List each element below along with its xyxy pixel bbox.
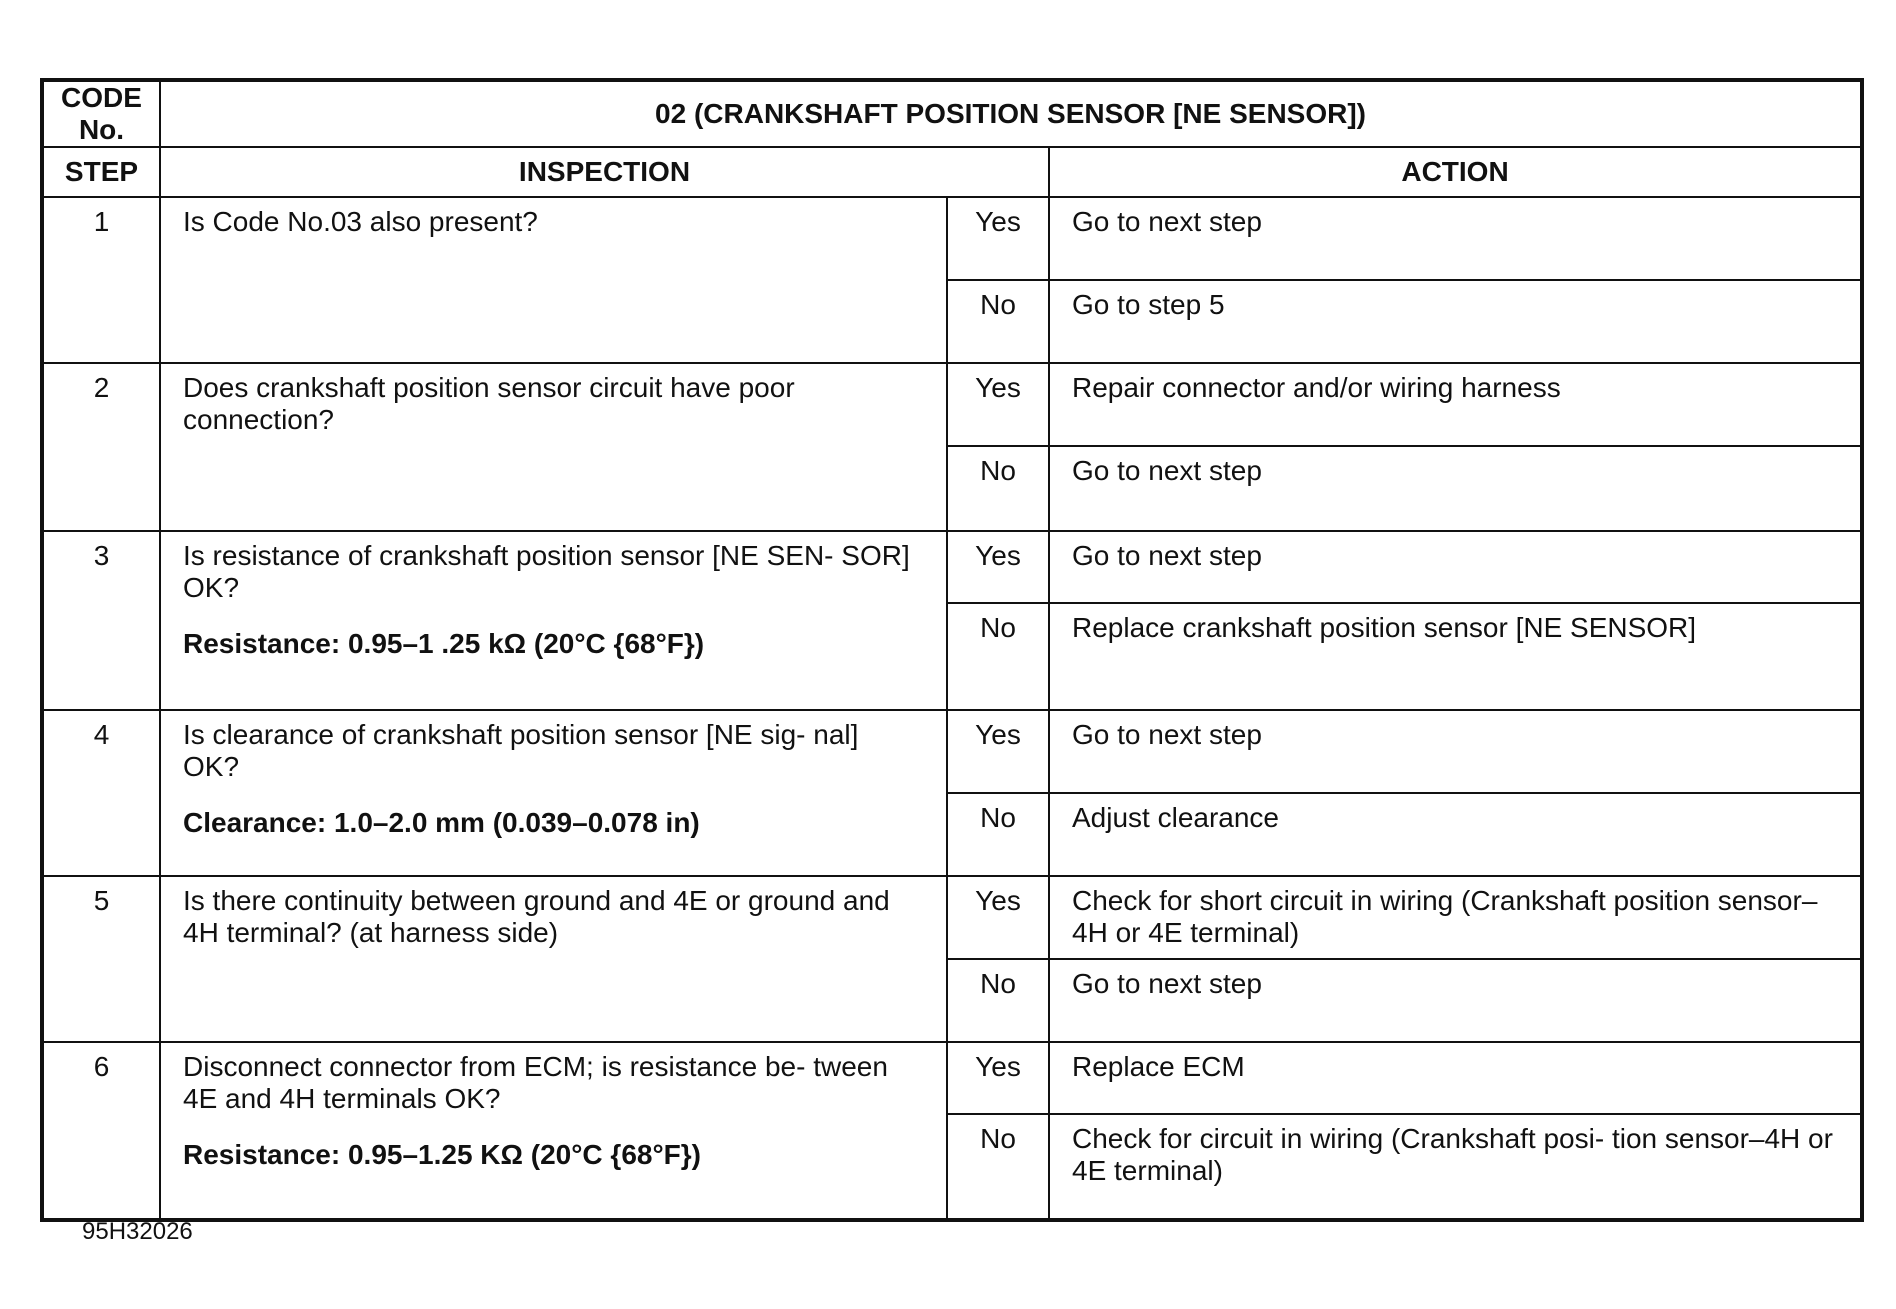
yes-label: Yes [947, 1042, 1049, 1114]
step-number: 6 [42, 1042, 160, 1220]
no-action: Adjust clearance [1049, 793, 1862, 876]
inspection-header: INSPECTION [160, 147, 1049, 197]
inspection-question: Is resistance of crankshaft position sensor [NE SEN- SOR] OK? [183, 540, 910, 603]
no-label: No [947, 280, 1049, 363]
no-action: Check for circuit in wiring (Crankshaft posi- tion sensor–4H or 4E terminal) [1049, 1114, 1862, 1220]
no-label: No [947, 446, 1049, 531]
inspection-spec: Resistance: 0.95–1 .25 kΩ (20°C {68°F}) [183, 628, 705, 659]
inspection-question: Is Code No.03 also present? [183, 206, 538, 237]
yes-action: Repair connector and/or wiring harness [1049, 363, 1862, 446]
inspection-spec: Resistance: 0.95–1.25 KΩ (20°C {68°F}) [183, 1139, 701, 1170]
inspection-cell [160, 876, 947, 1042]
figure-reference-code: 95H32026 [82, 1218, 193, 1245]
header-row [42, 147, 1862, 197]
inspection-spec: Clearance: 1.0–2.0 mm (0.039–0.078 in) [183, 807, 700, 838]
no-label: No [947, 793, 1049, 876]
step-row-yes [42, 531, 1862, 603]
yes-label: Yes [947, 876, 1049, 959]
yes-action: Replace ECM [1049, 1042, 1862, 1114]
step-row-yes [42, 197, 1862, 280]
inspection-question: Is there continuity between ground and 4E or ground and 4H terminal? (at harness side) [183, 885, 890, 948]
no-action: Go to step 5 [1049, 280, 1862, 363]
step-row-yes [42, 876, 1862, 959]
yes-action: Go to next step [1049, 531, 1862, 603]
step-number: 3 [42, 531, 160, 710]
yes-action: Check for short circuit in wiring (Crankshaft position sensor–4H or 4E terminal) [1049, 876, 1862, 959]
step-row-yes [42, 1042, 1862, 1114]
inspection-cell [160, 1042, 947, 1220]
step-number: 4 [42, 710, 160, 876]
inspection-question: Disconnect connector from ECM; is resistance be- tween 4E and 4H terminals OK? [183, 1051, 888, 1114]
inspection-cell [160, 363, 947, 531]
yes-action: Go to next step [1049, 197, 1862, 280]
code-label: CODE No. [42, 80, 160, 147]
inspection-cell [160, 197, 947, 363]
step-row-yes [42, 710, 1862, 793]
no-label: No [947, 1114, 1049, 1220]
action-header: ACTION [1049, 147, 1862, 197]
code-title: 02 (CRANKSHAFT POSITION SENSOR [NE SENSOR]) [160, 80, 1862, 147]
yes-label: Yes [947, 363, 1049, 446]
no-action: Go to next step [1049, 446, 1862, 531]
no-action: Replace crankshaft position sensor [NE SENSOR] [1049, 603, 1862, 710]
step-number: 2 [42, 363, 160, 531]
yes-label: Yes [947, 710, 1049, 793]
inspection-question: Does crankshaft position sensor circuit have poor connection? [183, 372, 795, 435]
step-row-yes [42, 363, 1862, 446]
inspection-cell [160, 710, 947, 876]
no-label: No [947, 603, 1049, 710]
diagnostic-table [40, 78, 1864, 1222]
step-number: 5 [42, 876, 160, 1042]
inspection-cell [160, 531, 947, 710]
no-label: No [947, 959, 1049, 1042]
step-number: 1 [42, 197, 160, 363]
step-header: STEP [42, 147, 160, 197]
yes-label: Yes [947, 531, 1049, 603]
yes-label: Yes [947, 197, 1049, 280]
code-row [42, 80, 1862, 147]
inspection-question: Is clearance of crankshaft position sensor [NE sig- nal] OK? [183, 719, 859, 782]
no-action: Go to next step [1049, 959, 1862, 1042]
yes-action: Go to next step [1049, 710, 1862, 793]
